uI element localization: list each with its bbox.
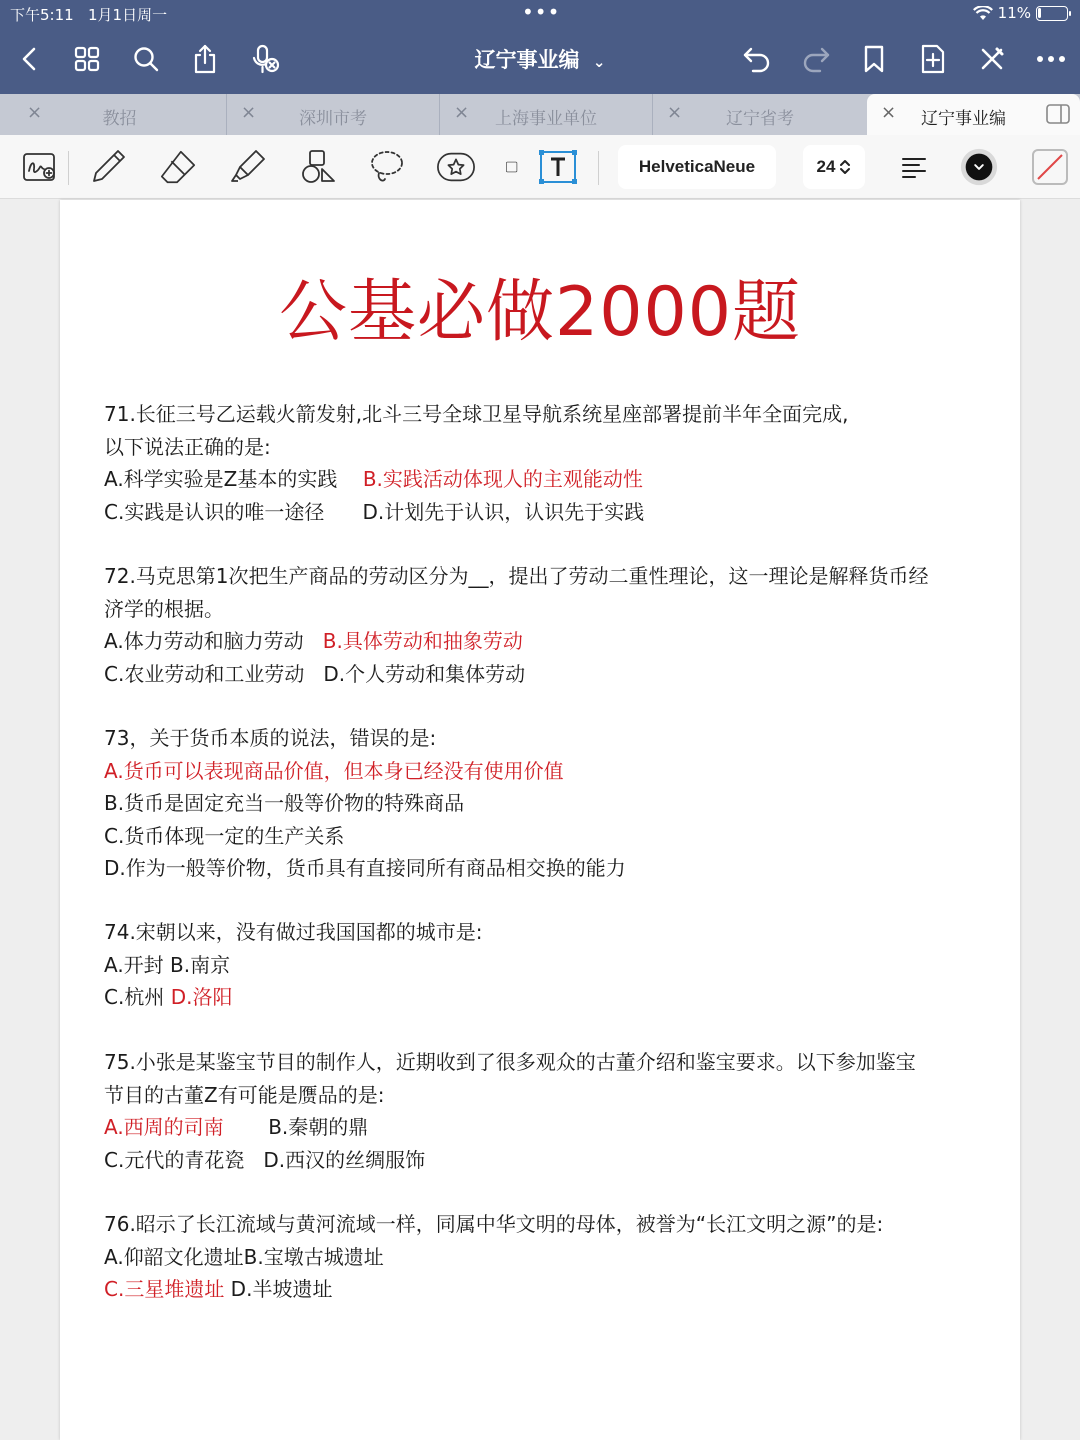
status-bar: [0, 0, 1080, 28]
top-bar: [0, 0, 1080, 94]
question-block: [104, 1208, 984, 1306]
correct-answer-text: A.西周的司南: [104, 1115, 224, 1139]
question-line: [104, 1079, 984, 1112]
question-line: [104, 560, 984, 593]
tab-liaoning-provincial[interactable]: [653, 94, 867, 135]
question-text: 75.小张是某鉴宝节目的制作人，近期收到了很多观众的古董介绍和鉴宝要求。以下参加鉴宝: [104, 1050, 916, 1074]
add-page-icon[interactable]: [916, 42, 950, 76]
question-text: C.农业劳动和工业劳动 D.个人劳动和集体劳动: [104, 661, 526, 686]
tab-close-icon[interactable]: ×: [881, 102, 897, 123]
correct-answer-text: B.具体劳动和抽象劳动: [322, 629, 523, 653]
question-line: [104, 398, 984, 431]
question-block: [104, 398, 984, 528]
split-view-icon[interactable]: [1046, 104, 1070, 124]
multitask-dots-icon[interactable]: •••: [522, 0, 561, 24]
grid-view-icon[interactable]: [70, 42, 104, 76]
question-line: [104, 625, 984, 658]
microphone-off-icon[interactable]: [248, 42, 282, 76]
question-text: A.体力劳动和脑力劳动: [104, 629, 323, 653]
tab-close-icon[interactable]: ×: [27, 102, 43, 123]
question-text: A.仰韶文化遗址B.宝墩古城遗址: [104, 1244, 384, 1269]
correct-answer-text: C.三星堆遗址: [104, 1277, 225, 1301]
bookmark-icon[interactable]: [857, 42, 891, 76]
question-block: [104, 560, 984, 690]
question-text: 71.长征三号乙运载火箭发射,北斗三号全球卫星导航系统星座部署提前半年全面完成,: [104, 402, 849, 426]
status-time: [10, 4, 167, 25]
battery-percent: 11%: [997, 4, 1031, 22]
share-icon[interactable]: [188, 42, 222, 76]
battery-icon: [1036, 6, 1068, 21]
tab-jiaozhao[interactable]: [13, 94, 227, 135]
question-line: [104, 949, 984, 982]
lasso-icon[interactable]: [367, 147, 407, 187]
stepper-chevrons-icon: [839, 159, 851, 175]
question-text: 节目的古董Z有可能是赝品的是:: [104, 1082, 385, 1107]
highlighter-icon[interactable]: [228, 147, 268, 187]
tab-label: 辽宁事业编: [921, 109, 1006, 129]
question-line: [104, 722, 984, 755]
text-color-picker[interactable]: [959, 147, 999, 187]
question-line: [104, 755, 984, 788]
question-line: [104, 1046, 984, 1079]
question-text: D.半坡遗址: [224, 1277, 333, 1301]
question-block: [104, 916, 984, 1014]
question-line: [104, 852, 984, 885]
question-line: [104, 1144, 984, 1177]
question-line: [104, 1241, 984, 1274]
question-line: [104, 431, 984, 464]
question-block: [104, 722, 984, 885]
redo-icon[interactable]: [799, 42, 833, 76]
question-text: B.秦朝的鼎: [223, 1115, 369, 1139]
question-line: [104, 1273, 984, 1306]
tab-bar: [0, 94, 1080, 135]
question-text: 72.马克思第1次把生产商品的劳动区分为__，提出了劳动二重性理论，这一理论是解释货币经: [104, 564, 929, 588]
question-line: [104, 496, 984, 529]
chevron-down-icon[interactable]: ⌄: [592, 53, 606, 71]
text-align-icon[interactable]: [894, 147, 934, 187]
correct-answer-text: A.货币可以表现商品价值，但本身已经没有使用价值: [104, 758, 564, 783]
correct-answer-text: B.实践活动体现人的主观能动性: [362, 467, 643, 491]
question-line: [104, 658, 984, 691]
pen-icon[interactable]: [88, 147, 128, 187]
tab-label: 辽宁省考: [726, 109, 794, 129]
annotation-toolbar: [0, 135, 1080, 199]
page-title: 公基必做2000题: [278, 273, 802, 352]
text-tool-icon[interactable]: [538, 147, 578, 187]
background-fill-none-icon[interactable]: [1030, 147, 1070, 187]
question-text: A.开封 B.南京: [104, 952, 231, 977]
sticker-icon[interactable]: [436, 147, 476, 187]
question-line: [104, 1111, 984, 1144]
undo-icon[interactable]: [740, 42, 774, 76]
document-title[interactable]: 辽宁事业编: [474, 48, 580, 72]
wifi-icon: [973, 6, 993, 21]
question-text: C.实践是认识的唯一途径 D.计划先于认识，认识先于实践: [104, 499, 645, 524]
correct-answer-text: D.洛阳: [170, 985, 233, 1009]
question-text: A.科学实验是Z基本的实践: [104, 467, 363, 491]
question-line: [104, 463, 984, 496]
question-text: C.杭州: [104, 985, 171, 1009]
question-text: 济学的根据。: [104, 596, 224, 621]
question-text: B.货币是固定充当一般等价物的特殊商品: [104, 791, 465, 815]
toolbar-separator: [598, 151, 599, 185]
tab-close-icon[interactable]: ×: [454, 102, 470, 123]
shapes-icon[interactable]: [298, 147, 338, 187]
search-icon[interactable]: [129, 42, 163, 76]
more-options-icon[interactable]: [1034, 42, 1068, 76]
font-size-value: 24: [816, 157, 836, 176]
question-text: 76.昭示了长江流域与黄河流域一样，同属中华文明的母体，被誉为“长江文明之源”的是:: [104, 1212, 884, 1236]
tab-label: 教招: [102, 109, 137, 129]
clock-time: 下午5:11: [10, 6, 74, 24]
question-text: 73，关于货币本质的说法，错误的是:: [104, 726, 437, 750]
question-text: 以下说法正确的是:: [104, 434, 271, 459]
question-text: C.货币体现一定的生产关系: [104, 823, 345, 848]
tab-shanghai[interactable]: [440, 94, 653, 135]
question-text: 74.宋朝以来，没有做过我国国都的城市是:: [104, 920, 483, 944]
font-size-selector[interactable]: [803, 145, 865, 189]
question-text: C.元代的青花瓷 D.西汉的丝绸服饰: [104, 1147, 426, 1172]
question-line: [104, 787, 984, 820]
toolbar-separator: [68, 151, 69, 185]
question-line: [104, 916, 984, 949]
tab-shenzhen[interactable]: [227, 94, 440, 135]
back-icon[interactable]: [12, 42, 46, 76]
font-family-value: HelveticaNeue: [638, 157, 756, 176]
tab-liaoning-institution[interactable]: [867, 94, 1080, 135]
status-right: [973, 4, 1068, 22]
image-tool-icon[interactable]: [505, 147, 519, 187]
question-text: D.作为一般等价物，货币具有直接同所有商品相交换的能力: [104, 856, 626, 880]
tools-close-icon[interactable]: [975, 42, 1009, 76]
font-family-selector[interactable]: [618, 145, 776, 189]
document-page[interactable]: [60, 200, 1020, 1440]
question-line: [104, 593, 984, 626]
battery-fill: [1038, 8, 1041, 18]
question-block: [104, 1046, 984, 1176]
handwriting-convert-icon[interactable]: [20, 147, 60, 187]
tab-close-icon[interactable]: ×: [241, 102, 257, 123]
eraser-icon[interactable]: [158, 147, 198, 187]
tab-label: 深圳市考: [299, 109, 367, 129]
tab-close-icon[interactable]: ×: [667, 102, 683, 123]
question-line: [104, 981, 984, 1014]
clock-date: 1月1日周一: [88, 6, 168, 24]
question-line: [104, 1208, 984, 1241]
tab-label: 上海事业单位: [495, 109, 597, 129]
question-line: [104, 820, 984, 853]
